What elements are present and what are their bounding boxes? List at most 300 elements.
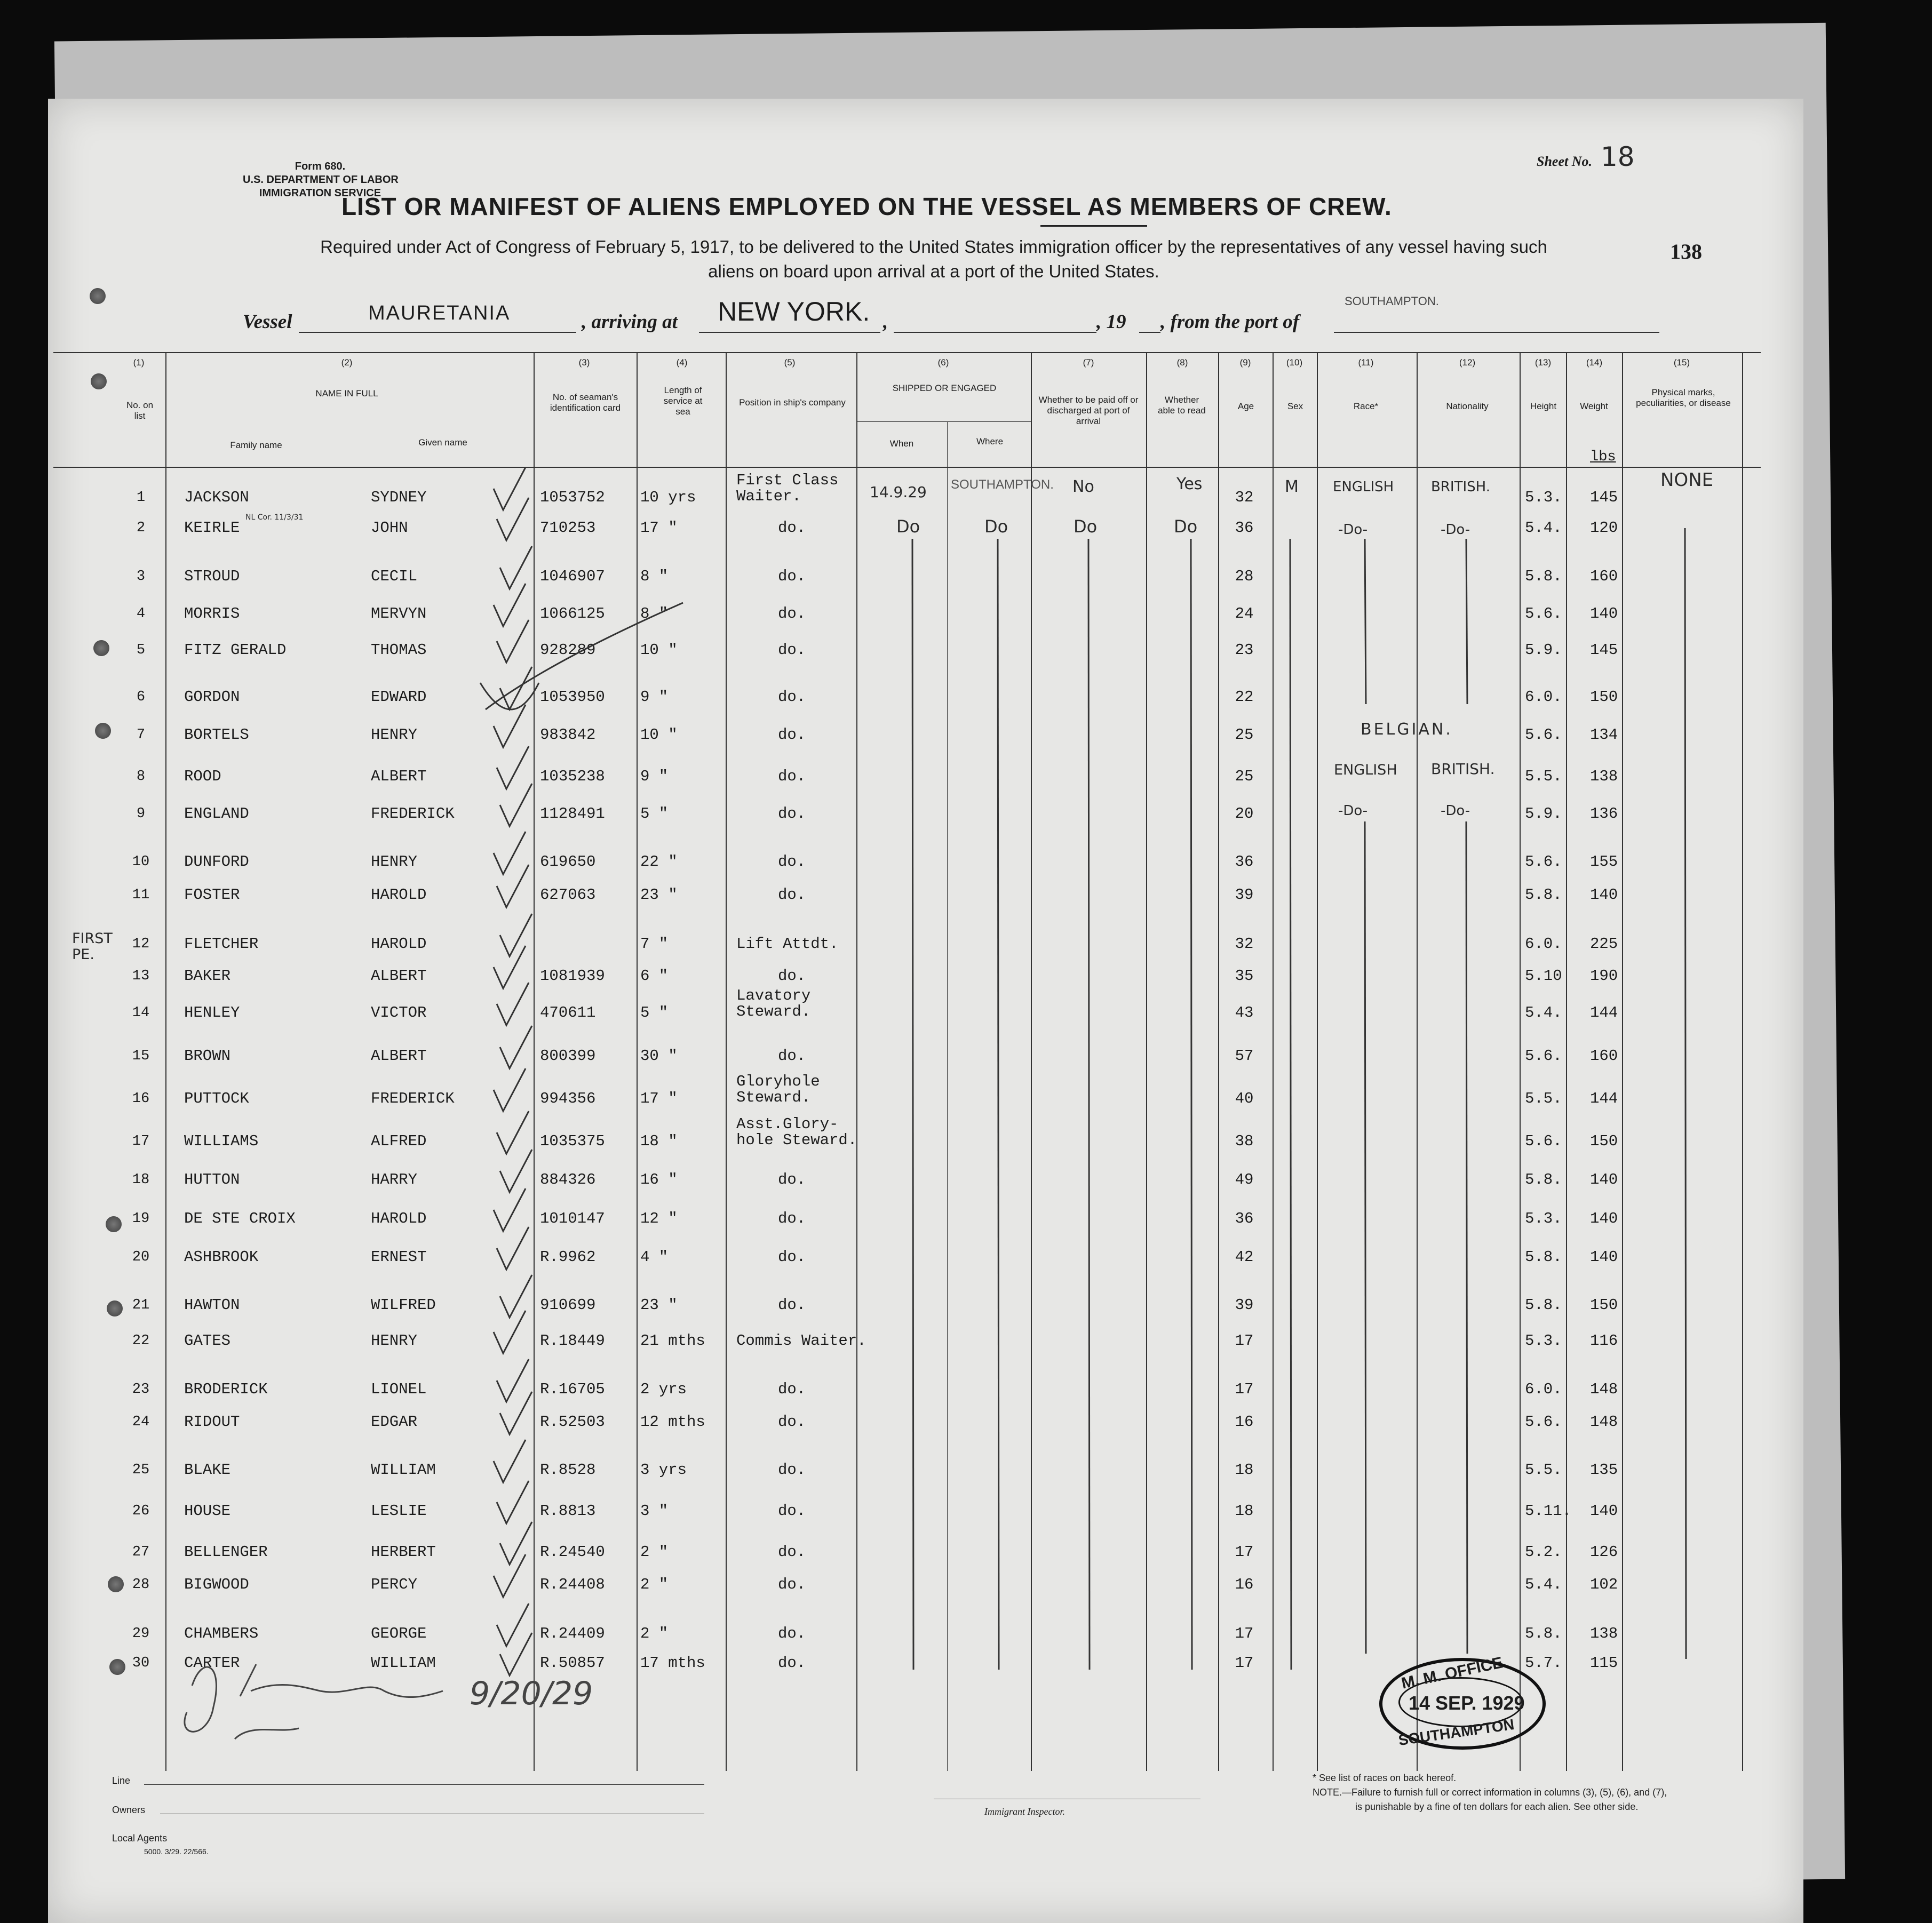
cell-service: 23 "	[640, 886, 678, 904]
position-line-1: do.	[778, 1381, 806, 1398]
cell-height: 5.8.	[1525, 1625, 1562, 1642]
cell-card: R.18449	[540, 1332, 605, 1350]
cell-service: 3 yrs	[640, 1461, 687, 1479]
cell-family: MORRIS	[184, 605, 240, 623]
cell-family: HENLEY	[184, 1004, 240, 1022]
cell-no: 12	[132, 936, 150, 952]
cell-family: FLETCHER	[184, 935, 259, 953]
position-line-1: do.	[778, 1576, 806, 1593]
position-line-1: do.	[778, 853, 806, 871]
cell-height: 5.7.	[1525, 1654, 1562, 1672]
cell-weight: 138	[1590, 768, 1618, 785]
col-number: (8)	[1176, 357, 1188, 368]
cell-family: BAKER	[184, 967, 231, 985]
cell-no: 25	[132, 1462, 150, 1478]
position-line-1: do.	[778, 605, 806, 623]
position-line-1: do.	[778, 805, 806, 823]
position-line-2: Steward.	[736, 1003, 811, 1020]
position-line-1: do.	[778, 768, 806, 785]
ditto-line	[1191, 539, 1192, 1670]
cell-given: HAROLD	[371, 886, 427, 904]
ditto-line	[912, 539, 913, 1670]
cell-weight: 138	[1590, 1625, 1618, 1642]
cell-weight: 190	[1590, 967, 1618, 985]
check-mark	[500, 1026, 532, 1068]
cell-no: 29	[132, 1626, 150, 1642]
header-family-name: Family name	[230, 440, 282, 450]
cell-given: EDWARD	[371, 688, 427, 706]
cell-no: 23	[132, 1382, 150, 1398]
position-line-1: do.	[778, 1625, 806, 1642]
cell-family: GATES	[184, 1332, 231, 1350]
ditto-line	[1365, 539, 1366, 704]
cell-given: GEORGE	[371, 1625, 427, 1642]
cell-given: HENRY	[371, 726, 418, 744]
cell-no: 10	[132, 854, 150, 870]
footer-rule	[144, 1784, 704, 1785]
check-stroke	[486, 603, 683, 709]
stamp-top-text: M. M. OFFICE	[1400, 1654, 1505, 1693]
col-number: (1)	[133, 357, 145, 368]
cell-family: HUTTON	[184, 1171, 240, 1188]
cell-family: DE STE CROIX	[184, 1210, 296, 1227]
cell-card: 800399	[540, 1047, 596, 1065]
cell-service: 9 "	[640, 768, 669, 785]
check-mark	[494, 1554, 526, 1597]
check-mark	[500, 914, 532, 956]
position-line-1: First Class	[736, 472, 839, 489]
cell-height: 5.6.	[1525, 1132, 1562, 1150]
position-line-1: Lift Attdt.	[736, 935, 839, 953]
cell-weight: 136	[1590, 805, 1618, 823]
check-mark	[500, 1522, 532, 1565]
page-title: LIST OR MANIFEST OF ALIENS EMPLOYED ON THE VESSEL AS MEMBERS OF CREW.	[341, 193, 1392, 220]
cell-card: 928289	[540, 641, 596, 659]
cell-family: KEIRLE	[184, 519, 240, 537]
cell-height: 5.3.	[1525, 489, 1562, 506]
sheet-label: Sheet No.	[1537, 154, 1592, 169]
cell-height: 5.4.	[1525, 1004, 1562, 1022]
cell-given: WILLIAM	[371, 1461, 436, 1479]
header-height: Height	[1530, 401, 1557, 411]
col-number: (10)	[1286, 357, 1303, 368]
cell-service: 17 mths	[640, 1654, 705, 1672]
cell-family: DUNFORD	[184, 853, 249, 871]
cell-service: 8 "	[640, 605, 669, 623]
cell-card: R.9962	[540, 1248, 596, 1266]
cell-no: 7	[136, 727, 146, 743]
header-shipped: SHIPPED OR ENGAGED	[892, 383, 997, 393]
cell-no: 24	[132, 1414, 150, 1430]
cell-age: 16	[1235, 1413, 1254, 1431]
inspector-label: Immigrant Inspector.	[984, 1806, 1065, 1817]
row7-nationality: BELGIAN.	[1361, 720, 1453, 739]
position-line-1: Lavatory	[736, 987, 811, 1004]
header-when: When	[889, 438, 914, 449]
cell-given: LIONEL	[371, 1381, 427, 1398]
cell-family: WILLIAMS	[184, 1132, 259, 1150]
position-line-2: hole Steward.	[736, 1131, 857, 1149]
cell-card: 1035375	[540, 1132, 605, 1150]
cell-given: WILLIAM	[371, 1654, 436, 1672]
cell-no: 20	[132, 1249, 150, 1265]
cell-card: R.24408	[540, 1576, 605, 1593]
position-line-1: do.	[778, 641, 806, 659]
cell-weight: 150	[1590, 688, 1618, 706]
cell-family: GORDON	[184, 688, 240, 706]
ditto-line	[1466, 821, 1467, 1654]
check-stroke	[480, 683, 539, 709]
margin-note: FIRST PE.	[72, 930, 113, 963]
cell-height: 5.2.	[1525, 1543, 1562, 1561]
cell-family: RIDOUT	[184, 1413, 240, 1431]
cell-family: ROOD	[184, 768, 221, 785]
cell-service: 8 "	[640, 568, 669, 585]
position-line-2: Steward.	[736, 1089, 811, 1106]
cell-age: 17	[1235, 1381, 1254, 1398]
cell-height: 5.6.	[1525, 605, 1562, 623]
cell-no: 21	[132, 1297, 150, 1313]
check-mark	[497, 1227, 529, 1270]
check-mark	[497, 746, 529, 789]
check-mark	[500, 1275, 532, 1318]
cell-family: BELLENGER	[184, 1543, 268, 1561]
cell-height: 5.3.	[1525, 1210, 1562, 1227]
cell-weight: 135	[1590, 1461, 1618, 1479]
row1-nationality: BRITISH.	[1431, 479, 1490, 495]
cell-height: 5.5.	[1525, 1461, 1562, 1479]
check-mark	[497, 1111, 529, 1154]
cell-age: 43	[1235, 1004, 1254, 1022]
weight-unit: lbs	[1590, 449, 1616, 465]
cell-height: 5.4.	[1525, 519, 1562, 537]
position-line-1: Gloryhole	[736, 1073, 820, 1090]
from-port: SOUTHAMPTON.	[1345, 294, 1439, 308]
check-mark	[494, 832, 526, 874]
signature-stroke	[235, 1728, 299, 1739]
cell-card: 910699	[540, 1296, 596, 1314]
cell-weight: 144	[1590, 1004, 1618, 1022]
cell-age: 36	[1235, 853, 1254, 871]
row1-able-read: Yes	[1176, 475, 1203, 493]
cell-family: CARTER	[184, 1654, 240, 1672]
position-line-1: do.	[778, 1461, 806, 1479]
col-number: (14)	[1586, 357, 1603, 368]
cell-weight: 140	[1590, 1502, 1618, 1520]
cell-given: HARRY	[371, 1171, 418, 1188]
keirle-correction-note: NL Cor. 11/3/31	[245, 513, 304, 522]
cell-weight: 148	[1590, 1413, 1618, 1431]
cell-card: 884326	[540, 1171, 596, 1188]
header-race: Race*	[1353, 401, 1379, 411]
cell-card: 1010147	[540, 1210, 605, 1227]
ditto-mark: -Do-	[1338, 522, 1368, 538]
cell-age: 16	[1235, 1576, 1254, 1593]
cell-family: HOUSE	[184, 1502, 231, 1520]
cell-weight: 150	[1590, 1296, 1618, 1314]
cell-age: 32	[1235, 935, 1254, 953]
cell-service: 2 "	[640, 1625, 669, 1642]
arriving-label: , arriving at	[582, 311, 678, 333]
cell-weight: 155	[1590, 853, 1618, 871]
cell-given: PERCY	[371, 1576, 418, 1593]
check-mark	[494, 467, 526, 510]
cell-weight: 140	[1590, 1210, 1618, 1227]
cell-no: 18	[132, 1172, 150, 1188]
cell-age: 28	[1235, 568, 1254, 585]
cell-service: 2 "	[640, 1576, 669, 1593]
cell-given: FREDERICK	[371, 805, 455, 823]
fine-note-1: NOTE.—Failure to furnish full or correct information in columns (3), (5), (6), and (7),	[1313, 1787, 1667, 1798]
cell-card: 1046907	[540, 568, 605, 585]
cell-card: 1053752	[540, 489, 605, 506]
row8-nationality: BRITISH.	[1431, 760, 1495, 778]
row1-race: ENGLISH	[1333, 479, 1394, 495]
cell-age: 57	[1235, 1047, 1254, 1065]
subtitle-line-1: Required under Act of Congress of February 5, 1917, to be delivered to the United States immigration officer by the representatives of any vessel having such	[320, 237, 1547, 257]
row1-physical: NONE	[1660, 469, 1714, 491]
cell-height: 5.9.	[1525, 641, 1562, 659]
cell-family: BIGWOOD	[184, 1576, 249, 1593]
cell-card: 627063	[540, 886, 596, 904]
check-mark	[497, 620, 529, 663]
cell-family: ENGLAND	[184, 805, 249, 823]
stamp-bottom-text: SOUTHAMPTON	[1397, 1715, 1515, 1749]
cell-height: 6.0.	[1525, 1381, 1562, 1398]
cell-height: 5.9.	[1525, 805, 1562, 823]
check-mark	[497, 1481, 529, 1523]
date-comma: ,	[883, 311, 888, 333]
ditto-line	[1466, 539, 1467, 704]
cell-weight: 102	[1590, 1576, 1618, 1593]
cell-card: 1066125	[540, 605, 605, 623]
check-mark	[494, 1188, 526, 1231]
cell-height: 5.8.	[1525, 1248, 1562, 1266]
check-mark	[500, 1150, 532, 1192]
cell-no: 30	[132, 1655, 150, 1671]
cell-card: R.24409	[540, 1625, 605, 1642]
cell-given: ALBERT	[371, 768, 427, 785]
cell-given: ALBERT	[371, 967, 427, 985]
cell-height: 5.10	[1525, 967, 1562, 985]
position-line-1: do.	[778, 1296, 806, 1314]
position-line-1: do.	[778, 967, 806, 985]
position-line-1: do.	[778, 1413, 806, 1431]
cell-service: 10 "	[640, 726, 678, 744]
cell-age: 20	[1235, 805, 1254, 823]
cell-service: 9 "	[640, 688, 669, 706]
cell-family: BLAKE	[184, 1461, 231, 1479]
page-number: 138	[1670, 240, 1702, 264]
row1-shipped-where: SOUTHAMPTON.	[951, 477, 1054, 492]
cell-height: 5.6.	[1525, 1413, 1562, 1431]
cell-age: 23	[1235, 641, 1254, 659]
cell-given: ERNEST	[371, 1248, 427, 1266]
cell-age: 17	[1235, 1332, 1254, 1350]
department: U.S. DEPARTMENT OF LABOR	[243, 174, 399, 186]
cell-weight: 160	[1590, 1047, 1618, 1065]
cell-weight: 145	[1590, 641, 1618, 659]
cell-no: 16	[132, 1091, 150, 1107]
ditto-mark: -Do-	[1441, 803, 1470, 819]
row1-sex: M	[1285, 477, 1299, 496]
cell-card: 1081939	[540, 967, 605, 985]
cell-height: 5.8.	[1525, 886, 1562, 904]
header-name-in-full: NAME IN FULL	[315, 388, 378, 398]
footer-print-code: 5000. 3/29. 22/566.	[144, 1847, 209, 1856]
cell-no: 26	[132, 1503, 150, 1519]
header-able-read: Whether able to read	[1158, 395, 1206, 416]
cell-age: 18	[1235, 1502, 1254, 1520]
header-physical: Physical marks, peculiarities, or disease	[1636, 387, 1731, 408]
cell-family: ASHBROOK	[184, 1248, 259, 1266]
cell-age: 36	[1235, 1210, 1254, 1227]
cell-weight: 150	[1590, 1132, 1618, 1150]
header-weight: Weight	[1580, 401, 1608, 411]
cell-weight: 116	[1590, 1332, 1618, 1350]
cell-no: 8	[136, 769, 146, 785]
cell-no: 5	[136, 642, 146, 658]
cell-height: 5.5.	[1525, 768, 1562, 785]
cell-no: 11	[132, 887, 150, 903]
cell-family: CHAMBERS	[184, 1625, 259, 1642]
cell-given: HAROLD	[371, 935, 427, 953]
cell-service: 5 "	[640, 805, 669, 823]
cell-given: HENRY	[371, 1332, 418, 1350]
ditto-line	[998, 539, 999, 1670]
cell-height: 5.6.	[1525, 853, 1562, 871]
position-line-1: do.	[778, 688, 806, 706]
col-number: (3)	[578, 357, 590, 368]
position-line-1: do.	[778, 519, 806, 537]
cell-service: 10 "	[640, 641, 678, 659]
cell-family: FOSTER	[184, 886, 240, 904]
col-number: (2)	[341, 357, 353, 368]
cell-card: R.50857	[540, 1654, 605, 1672]
cell-no: 14	[132, 1005, 150, 1021]
cell-service: 18 "	[640, 1132, 678, 1150]
cell-family: BROWN	[184, 1047, 231, 1065]
cell-family: PUTTOCK	[184, 1090, 249, 1107]
check-mark	[500, 546, 532, 589]
position-line-1: do.	[778, 886, 806, 904]
cell-age: 38	[1235, 1132, 1254, 1150]
cell-service: 5 "	[640, 1004, 669, 1022]
check-mark	[494, 1068, 526, 1111]
cell-family: JACKSON	[184, 489, 249, 506]
year-label: , 19	[1096, 311, 1126, 333]
cell-card: R.8813	[540, 1502, 596, 1520]
header-length-service: Length of service at sea	[663, 385, 703, 417]
cell-height: 6.0.	[1525, 935, 1562, 953]
race-note: * See list of races on back hereof.	[1313, 1773, 1457, 1783]
header-nationality: Nationality	[1446, 401, 1489, 411]
cell-weight: 140	[1590, 605, 1618, 623]
cell-service: 12 "	[640, 1210, 678, 1227]
check-marks	[494, 467, 532, 1675]
cell-given: LESLIE	[371, 1502, 427, 1520]
cell-card: R.52503	[540, 1413, 605, 1431]
cell-given: VICTOR	[371, 1004, 427, 1022]
cell-card: 1128491	[540, 805, 605, 823]
cell-service: 17 "	[640, 1090, 678, 1107]
col-number: (5)	[784, 357, 796, 368]
footer-owners-label: Owners	[112, 1805, 146, 1815]
cell-family: HAWTON	[184, 1296, 240, 1314]
cell-no: 13	[132, 968, 150, 984]
subtitle-line-2: aliens on board upon arrival at a port of the United States.	[708, 261, 1159, 281]
cell-service: 16 "	[640, 1171, 678, 1188]
cell-no: 1	[136, 490, 146, 506]
cell-weight: 134	[1590, 726, 1618, 744]
ditto-line	[1685, 528, 1686, 1659]
ditto-mark: Do	[1074, 516, 1098, 537]
col-number: (4)	[676, 357, 688, 368]
position-line-1: do.	[778, 568, 806, 585]
cell-age: 35	[1235, 967, 1254, 985]
position-line-1: do.	[778, 1248, 806, 1266]
cell-family: BRODERICK	[184, 1381, 268, 1398]
cell-no: 27	[132, 1544, 150, 1560]
position-line-1: do.	[778, 726, 806, 744]
signature-date: 9/20/29	[470, 1675, 593, 1712]
cell-card: 1053950	[540, 688, 605, 706]
cell-weight: 126	[1590, 1543, 1618, 1561]
cell-height: 5.8.	[1525, 1171, 1562, 1188]
cell-service: 23 "	[640, 1296, 678, 1314]
footer-line-label: Line	[112, 1775, 131, 1786]
sheet-number: 18	[1601, 141, 1635, 172]
row8-race: ENGLISH	[1334, 762, 1397, 778]
cell-service: 17 "	[640, 519, 678, 537]
col-number: (11)	[1358, 357, 1374, 368]
check-mark	[494, 1440, 526, 1482]
footer-agents-label: Local Agents	[112, 1833, 168, 1844]
col-number: (7)	[1083, 357, 1094, 368]
cell-height: 5.3.	[1525, 1332, 1562, 1350]
cell-weight: 120	[1590, 519, 1618, 537]
row1-paid-off: No	[1072, 477, 1094, 496]
cell-given: WILFRED	[371, 1296, 436, 1314]
cell-age: 17	[1235, 1625, 1254, 1642]
cell-age: 25	[1235, 726, 1254, 744]
cell-no: 2	[136, 520, 146, 536]
ditto-line	[1088, 539, 1090, 1670]
cell-age: 42	[1235, 1248, 1254, 1266]
col-number: (15)	[1673, 357, 1690, 368]
header-sex: Sex	[1287, 401, 1303, 411]
cell-card: 470611	[540, 1004, 596, 1022]
cell-no: 3	[136, 569, 146, 585]
ditto-mark: Do	[896, 516, 920, 537]
cell-no: 15	[132, 1048, 150, 1064]
cell-height: 6.0.	[1525, 688, 1562, 706]
cell-given: THOMAS	[371, 641, 427, 659]
check-mark	[497, 1359, 529, 1402]
cell-age: 17	[1235, 1654, 1254, 1672]
check-mark	[497, 498, 529, 540]
cell-given: HENRY	[371, 853, 418, 871]
cell-age: 25	[1235, 768, 1254, 785]
cell-weight: 115	[1590, 1654, 1618, 1672]
ditto-line	[1365, 821, 1366, 1654]
cell-age: 18	[1235, 1461, 1254, 1479]
cell-no: 28	[132, 1577, 150, 1593]
position-line-2: Waiter.	[736, 488, 801, 505]
col-number: (13)	[1535, 357, 1552, 368]
cell-card: R.8528	[540, 1461, 596, 1479]
col-number: (9)	[1239, 357, 1251, 368]
